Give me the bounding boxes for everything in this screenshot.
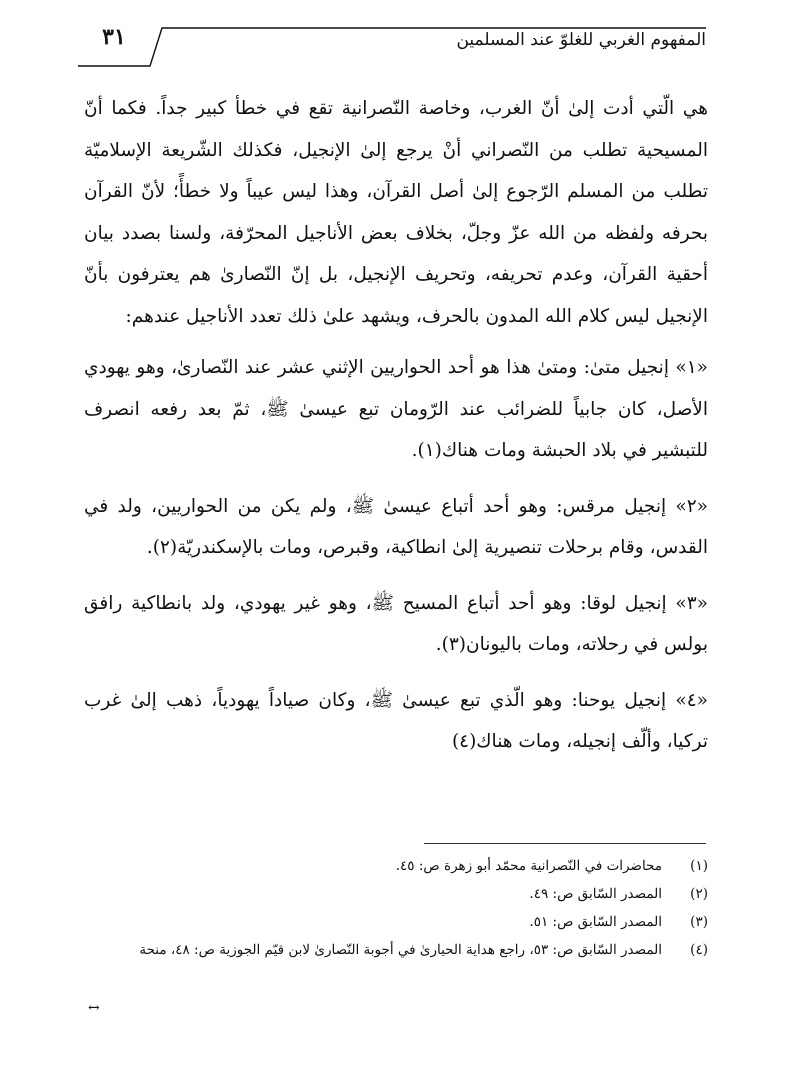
running-header [78, 22, 706, 72]
continuation-arrow-icon: ↔ [88, 1000, 100, 1016]
footnote-number: (٢) [690, 886, 708, 902]
intro-paragraph: هي الّتي أدت إلىٰ أنّ الغرب، وخاصة النّصرانية تقع في خطأ كبير جداً. فكما أنّ المسيحية تطلب من النّصراني أنْ يرجع إلىٰ الإنجيل، فكذلك الشّريعة الإسلاميّة تطلب من المسلم الرّجوع إلىٰ أصل القرآن، وهذا ليس عيباً ولا خطأً؛ لأنّ القرآن بحرفه ولفظه من الله عزّ وجلّ، بخلاف بعض الأناجيل المحرّفة، ولسنا بصدد بيان أحقية القرآن، وعدم تحريفه، وتحريف الإنجيل، بل إنّ النّصارىٰ هم يعترفون بأنّ الإنجيل ليس كلام الله المدون بالحرف، ويشهد علىٰ ذلك تعدد الأناجيل عندهم: [84, 98, 708, 327]
gospel-john-paragraph: «٤» إنجيل يوحنا: وهو الّذي تبع عيسىٰ ﷺ، وكان صياداً يهودياً، ذهب إلىٰ غرب تركيا، وألّف إنجيله، ومات هناك(٤) [84, 689, 708, 752]
footnote-text: محاضرات في النّصرانية محمّد أبو زهرة ص: ٤٥. [395, 858, 662, 874]
main-text [84, 88, 708, 777]
header-title: المفهوم الغربي للغلوّ عند المسلمين [456, 30, 706, 50]
footnotes [84, 858, 708, 970]
footnote-separator [424, 843, 706, 844]
footnote-text: المصدر السّابق ص: ٤٩. [529, 886, 662, 902]
footnote-number: (٣) [690, 914, 708, 930]
footnote [84, 858, 708, 886]
page-number: ٣١ [102, 24, 126, 50]
footnote [84, 886, 708, 914]
footnote-text: المصدر السّابق ص: ٥١. [529, 914, 662, 930]
footnote-number: (٤) [690, 942, 708, 958]
gospel-matthew-paragraph: «١» إنجيل متىٰ: ومتىٰ هذا هو أحد الحواريين الإثني عشر عند النّصارىٰ، وهو يهودي الأصل، كان جابياً للضرائب عند الرّومان تبع عيسىٰ ﷺ، ثمّ بعد رفعه انصرف للتبشير في بلاد الحبشة ومات هناك(١). [84, 357, 708, 461]
footnote-text: المصدر السّابق ص: ٥٣، راجع هداية الحيارىٰ في أجوبة النّصارىٰ لابن قيّم الجوزية ص: ٤٨، منحة [139, 942, 662, 958]
footnote [84, 942, 708, 970]
footnote-number: (١) [690, 858, 708, 874]
footnote [84, 914, 708, 942]
gospel-mark-paragraph: «٢» إنجيل مرقس: وهو أحد أتباع عيسىٰ ﷺ، ولم يكن من الحواريين، ولد في القدس، وقام برحلات تنصيرية إلىٰ انطاكية، وقبرص، ومات بالإسكندريّة(٢). [84, 495, 708, 558]
gospel-luke-paragraph: «٣» إنجيل لوقا: وهو أحد أتباع المسيح ﷺ، وهو غير يهودي، ولد بانطاكية رافق بولس في رحلاته، ومات باليونان(٣). [84, 592, 708, 655]
